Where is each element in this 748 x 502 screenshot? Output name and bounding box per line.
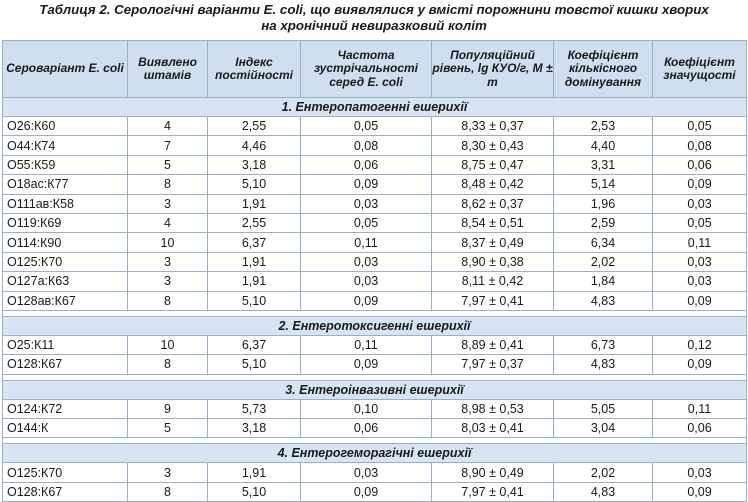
table-body [3,98,747,502]
cell-constancy-index: 6,37 [208,335,301,354]
cell-serovariant: О114:К90 [3,233,128,252]
cell-significance-coefficient: 0,03 [653,194,747,213]
cell-constancy-index: 1,91 [208,252,301,271]
cell-population-level: 8,11 ± 0,42 [432,272,554,291]
cell-frequency: 0,11 [301,335,432,354]
cell-constancy-index: 5,10 [208,482,301,501]
cell-frequency: 0,03 [301,463,432,482]
cell-strains: 8 [128,482,208,501]
cell-frequency: 0,09 [301,355,432,374]
cell-dominance-coefficient: 4,83 [554,291,653,310]
cell-significance-coefficient: 0,03 [653,272,747,291]
cell-significance-coefficient: 0,06 [653,419,747,438]
cell-frequency: 0,06 [301,419,432,438]
header-significance-coefficient: Коефіцієнт значущості [653,41,747,98]
section-title: 4. Ентерогеморагічні ешерихії [3,444,747,463]
table-row [3,335,747,354]
cell-strains: 8 [128,175,208,194]
table-row [3,463,747,482]
serovariant-table [2,40,747,502]
header-serovariant: Сероваріант E. coli [3,41,128,98]
cell-significance-coefficient: 0,09 [653,355,747,374]
table-row [3,233,747,252]
cell-serovariant: О55:К59 [3,155,128,174]
cell-constancy-index: 1,91 [208,272,301,291]
cell-frequency: 0,09 [301,175,432,194]
caption-line-2: на хронічний невиразковий коліт [261,18,487,33]
cell-significance-coefficient: 0,06 [653,155,747,174]
cell-population-level: 8,98 ± 0,53 [432,399,554,418]
table-row [3,482,747,501]
header-dominance-coefficient: Коефіцієнт кількісного домінування [554,41,653,98]
table-row [3,117,747,136]
cell-strains: 3 [128,463,208,482]
cell-dominance-coefficient: 2,02 [554,252,653,271]
cell-constancy-index: 2,55 [208,213,301,232]
caption-line-1: Таблиця 2. Серологічні варіанти E. coli, що виявлялися у вмісті порожнини товстої кишки хворих [39,2,709,17]
cell-population-level: 8,48 ± 0,42 [432,175,554,194]
section-title: 3. Ентероінвазивні ешерихії [3,380,747,399]
cell-frequency: 0,08 [301,136,432,155]
cell-serovariant: О124:К72 [3,399,128,418]
cell-serovariant: О128:К67 [3,355,128,374]
cell-dominance-coefficient: 4,83 [554,482,653,501]
cell-dominance-coefficient: 4,40 [554,136,653,155]
table-row [3,213,747,232]
cell-strains: 9 [128,399,208,418]
cell-dominance-coefficient: 2,59 [554,213,653,232]
cell-dominance-coefficient: 2,53 [554,117,653,136]
cell-strains: 7 [128,136,208,155]
cell-dominance-coefficient: 6,34 [554,233,653,252]
cell-strains: 8 [128,291,208,310]
table-row [3,252,747,271]
cell-constancy-index: 3,18 [208,155,301,174]
cell-serovariant: О26:К60 [3,117,128,136]
section-header-row [3,444,747,463]
cell-strains: 3 [128,272,208,291]
header-constancy-index: Індекс постійності [208,41,301,98]
cell-population-level: 8,75 ± 0,47 [432,155,554,174]
section-title: 1. Ентеропатогенні ешерихії [3,98,747,117]
cell-population-level: 8,90 ± 0,38 [432,252,554,271]
table-row [3,155,747,174]
table-row [3,419,747,438]
table-row [3,355,747,374]
cell-strains: 10 [128,233,208,252]
header-row [3,41,747,98]
cell-frequency: 0,03 [301,194,432,213]
cell-frequency: 0,06 [301,155,432,174]
cell-significance-coefficient: 0,03 [653,252,747,271]
table-row [3,175,747,194]
cell-population-level: 8,62 ± 0,37 [432,194,554,213]
cell-constancy-index: 5,73 [208,399,301,418]
cell-serovariant: О119:К69 [3,213,128,232]
cell-frequency: 0,03 [301,272,432,291]
section-title: 2. Ентеротоксигенні ешерихії [3,316,747,335]
cell-frequency: 0,10 [301,399,432,418]
cell-dominance-coefficient: 6,73 [554,335,653,354]
cell-constancy-index: 5,10 [208,291,301,310]
cell-significance-coefficient: 0,05 [653,213,747,232]
cell-population-level: 8,89 ± 0,41 [432,335,554,354]
cell-significance-coefficient: 0,11 [653,233,747,252]
cell-significance-coefficient: 0,03 [653,463,747,482]
header-frequency: Частота зустрічальності серед E. coli [301,41,432,98]
cell-dominance-coefficient: 1,96 [554,194,653,213]
cell-significance-coefficient: 0,12 [653,335,747,354]
cell-serovariant: О18ас:К77 [3,175,128,194]
cell-frequency: 0,09 [301,291,432,310]
cell-dominance-coefficient: 3,31 [554,155,653,174]
cell-dominance-coefficient: 4,83 [554,355,653,374]
cell-significance-coefficient: 0,11 [653,399,747,418]
table-row [3,194,747,213]
cell-population-level: 7,97 ± 0,37 [432,355,554,374]
cell-frequency: 0,05 [301,117,432,136]
cell-strains: 5 [128,155,208,174]
cell-strains: 5 [128,419,208,438]
cell-constancy-index: 5,10 [208,175,301,194]
cell-serovariant: О44:К74 [3,136,128,155]
cell-dominance-coefficient: 3,04 [554,419,653,438]
cell-population-level: 8,90 ± 0,49 [432,463,554,482]
section-header-row [3,98,747,117]
cell-population-level: 8,37 ± 0,49 [432,233,554,252]
cell-strains: 8 [128,355,208,374]
cell-strains: 3 [128,252,208,271]
table-row [3,272,747,291]
cell-dominance-coefficient: 1,84 [554,272,653,291]
cell-significance-coefficient: 0,09 [653,175,747,194]
table-row [3,399,747,418]
section-header-row [3,380,747,399]
cell-constancy-index: 5,10 [208,355,301,374]
cell-frequency: 0,11 [301,233,432,252]
cell-serovariant: О127а:К63 [3,272,128,291]
cell-serovariant: О144:К [3,419,128,438]
cell-significance-coefficient: 0,08 [653,136,747,155]
cell-strains: 10 [128,335,208,354]
table-caption [0,0,748,40]
cell-strains: 4 [128,213,208,232]
cell-constancy-index: 1,91 [208,463,301,482]
table-row [3,291,747,310]
cell-dominance-coefficient: 5,14 [554,175,653,194]
cell-frequency: 0,05 [301,213,432,232]
header-population-level: Популяційний рівень, lg КУО/г, M ± m [432,41,554,98]
cell-serovariant: О125:К70 [3,463,128,482]
cell-frequency: 0,09 [301,482,432,501]
cell-dominance-coefficient: 2,02 [554,463,653,482]
cell-significance-coefficient: 0,09 [653,482,747,501]
cell-constancy-index: 4,46 [208,136,301,155]
cell-population-level: 8,54 ± 0,51 [432,213,554,232]
cell-constancy-index: 6,37 [208,233,301,252]
cell-constancy-index: 1,91 [208,194,301,213]
cell-serovariant: О128ав:К67 [3,291,128,310]
cell-constancy-index: 3,18 [208,419,301,438]
cell-serovariant: О25:К11 [3,335,128,354]
header-strains: Виявлено штамів [128,41,208,98]
cell-population-level: 7,97 ± 0,41 [432,482,554,501]
cell-serovariant: О125:К70 [3,252,128,271]
cell-constancy-index: 2,55 [208,117,301,136]
cell-serovariant: О128:К67 [3,482,128,501]
cell-population-level: 7,97 ± 0,41 [432,291,554,310]
cell-population-level: 8,33 ± 0,37 [432,117,554,136]
cell-serovariant: О111ав:К58 [3,194,128,213]
cell-significance-coefficient: 0,09 [653,291,747,310]
cell-population-level: 8,30 ± 0,43 [432,136,554,155]
cell-strains: 3 [128,194,208,213]
table-row [3,136,747,155]
cell-dominance-coefficient: 5,05 [554,399,653,418]
section-header-row [3,316,747,335]
cell-population-level: 8,03 ± 0,41 [432,419,554,438]
cell-frequency: 0,03 [301,252,432,271]
cell-strains: 4 [128,117,208,136]
cell-significance-coefficient: 0,05 [653,117,747,136]
